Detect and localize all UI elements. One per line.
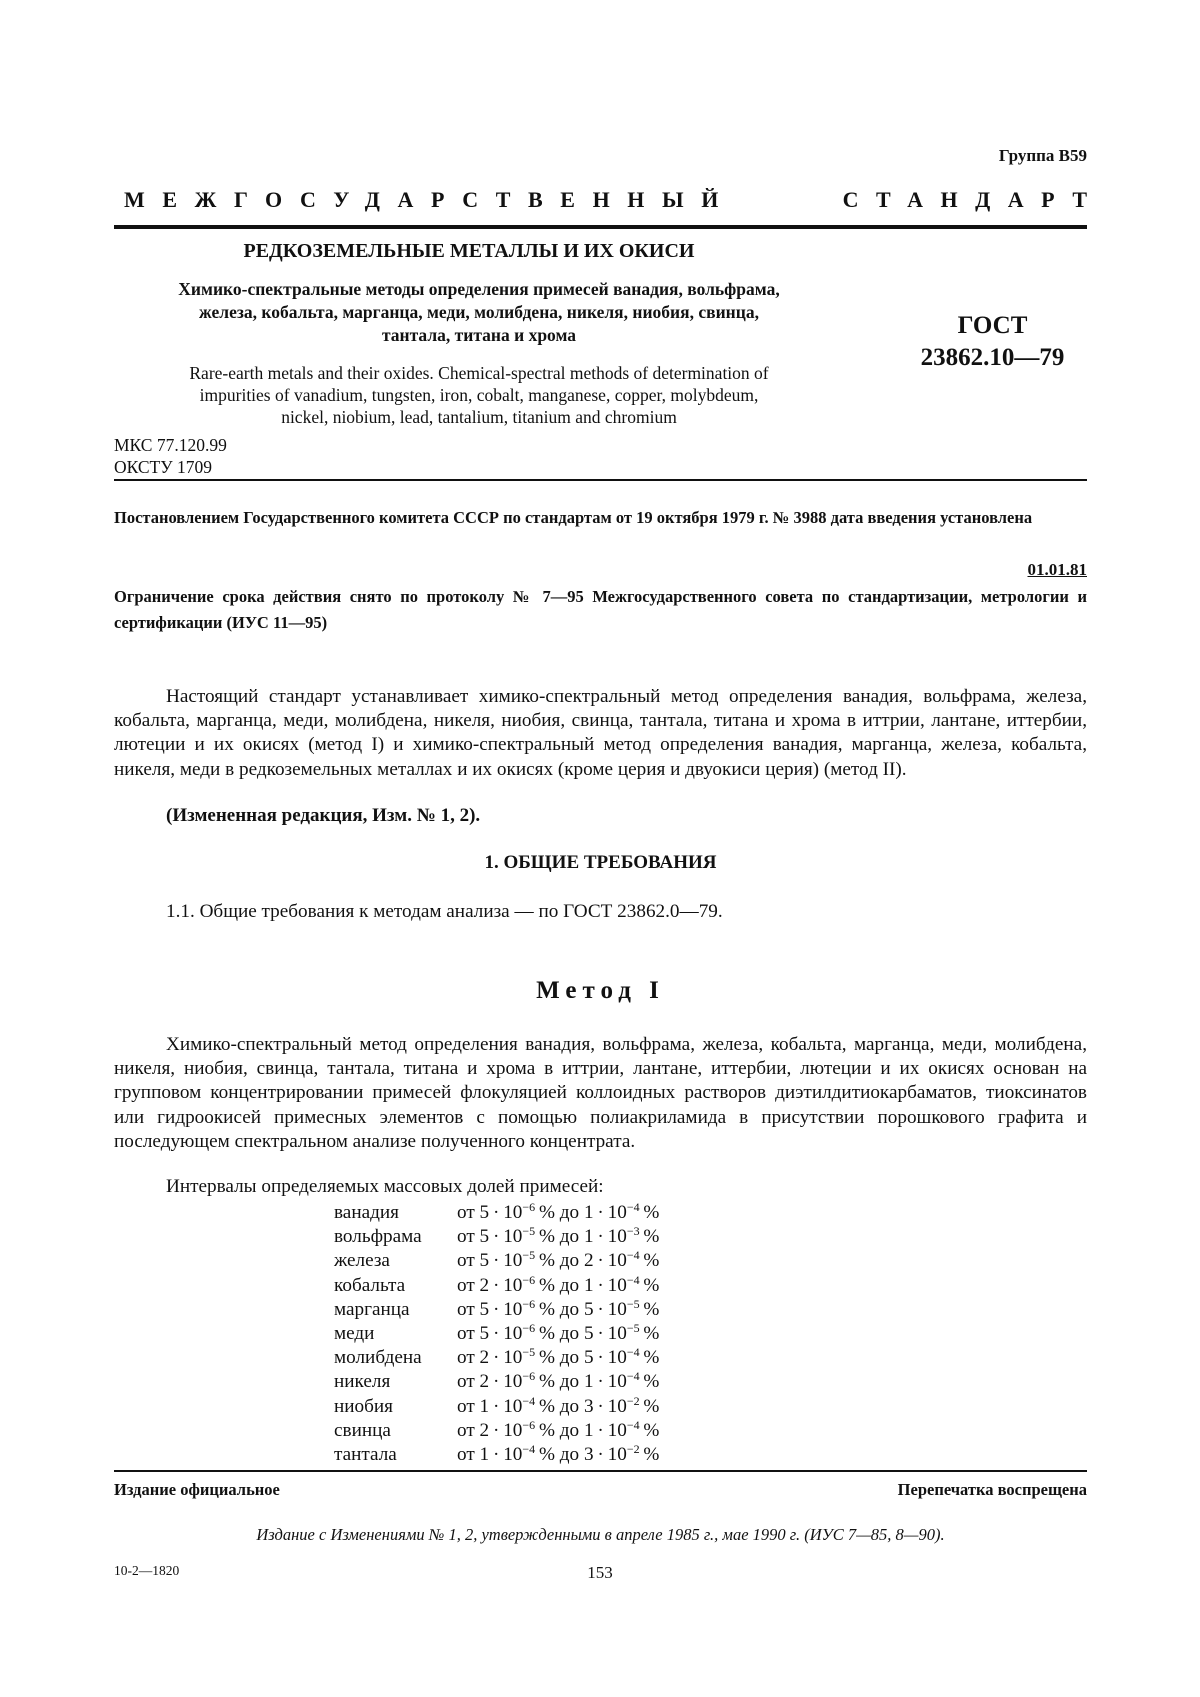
range-row bbox=[334, 1419, 659, 1443]
reprint-prohibited: Перепечатка воспрещена bbox=[897, 1480, 1087, 1499]
section-item: 1.1. Общие требования к методам анализа — по ГОСТ 23862.0—79. bbox=[166, 901, 723, 922]
range-to-exponent: −2 bbox=[626, 1442, 640, 1457]
classification-codes bbox=[114, 434, 227, 478]
edition-note: Издание с Изменениями № 1, 2, утвержденными в апреле 1985 г., мае 1990 г. (ИУС 7—85, 8—90). bbox=[256, 1525, 945, 1544]
english-title-line: impurities of vanadium, tungsten, iron, cobalt, manganese, copper, molybdeum, bbox=[199, 385, 759, 405]
intro-paragraph: Настоящий стандарт устанавливает химико-спектральный метод определения ванадия, вольфрама, железа, кобальта, марганца, меди, молибдена, никеля, ниобия, свинца, тантала, титана и хрома в иттрии, лантане, иттербии, лютеции и их окисях (метод I) и химико-спектральный метод определения ванадия, марганца, железа, кобальта, никеля, меди в редкоземельных металлах и их окисях (кроме церия и двуокиси церия) (метод II). bbox=[114, 686, 1087, 780]
range-value: от $2 \cdot 10^{-5}$ % до $5 \cdot 10^{-4}$ % bbox=[457, 1345, 660, 1369]
range-from-exponent: −5 bbox=[522, 1224, 536, 1239]
range-row bbox=[334, 1370, 659, 1394]
range-value: от $5 \cdot 10^{-6}$ % до $1 \cdot 10^{-4}$ % bbox=[457, 1200, 660, 1223]
decree-text: Постановлением Государственного комитета СССР по стандартам от 19 октября 1979 г. № 3988 дата введения установлена bbox=[114, 508, 1033, 527]
range-element: молибдена bbox=[334, 1347, 422, 1369]
footer-rule bbox=[114, 1470, 1087, 1472]
section-heading: 1. ОБЩИЕ ТРЕБОВАНИЯ bbox=[484, 852, 717, 873]
range-to-exponent: −4 bbox=[626, 1200, 640, 1214]
range-to-exponent: −4 bbox=[626, 1248, 640, 1263]
range-element: вольфрама bbox=[334, 1226, 422, 1248]
introduction-date: 01.01.81 bbox=[1027, 560, 1087, 579]
range-row bbox=[334, 1201, 659, 1225]
range-element: железа bbox=[334, 1250, 390, 1272]
range-from-exponent: −4 bbox=[522, 1442, 536, 1457]
document-title: РЕДКОЗЕМЕЛЬНЫЕ МЕТАЛЛЫ И ИХ ОКИСИ bbox=[243, 240, 695, 262]
group-code: Группа В59 bbox=[998, 146, 1087, 165]
range-element: свинца bbox=[334, 1419, 391, 1441]
gost-designation bbox=[880, 310, 1105, 374]
range-to-exponent: −4 bbox=[626, 1417, 640, 1432]
english-title bbox=[114, 362, 844, 428]
range-row bbox=[334, 1249, 659, 1273]
range-value: от $5 \cdot 10^{-6}$ % до $5 \cdot 10^{-5}$ % bbox=[457, 1296, 660, 1320]
range-element: меди bbox=[334, 1323, 375, 1345]
range-element: ванадия bbox=[334, 1202, 399, 1223]
range-to-exponent: −4 bbox=[626, 1369, 640, 1384]
range-from-exponent: −6 bbox=[522, 1296, 536, 1311]
gost-number: 23862.10—79 bbox=[920, 344, 1065, 371]
range-from-exponent: −6 bbox=[522, 1369, 536, 1384]
range-value: от $2 \cdot 10^{-6}$ % до $1 \cdot 10^{-4}$ % bbox=[457, 1417, 660, 1441]
print-code: 10-2—1820 bbox=[114, 1563, 180, 1578]
range-to-exponent: −5 bbox=[626, 1296, 640, 1311]
range-value: от $5 \cdot 10^{-6}$ % до $5 \cdot 10^{-5}$ % bbox=[457, 1321, 660, 1345]
range-element: марганца bbox=[334, 1298, 410, 1320]
amendment-note: (Измененная редакция, Изм. № 1, 2). bbox=[166, 805, 481, 826]
range-row bbox=[334, 1298, 659, 1322]
intervals-label: Интервалы определяемых массовых долей примесей: bbox=[166, 1176, 604, 1197]
range-to-exponent: −4 bbox=[626, 1345, 640, 1360]
range-to-exponent: −4 bbox=[626, 1272, 640, 1287]
title-rule bbox=[114, 479, 1087, 481]
mks-code: МКС 77.120.99 bbox=[114, 435, 227, 455]
range-from-exponent: −6 bbox=[522, 1272, 536, 1287]
range-row bbox=[334, 1346, 659, 1370]
range-from-exponent: −6 bbox=[522, 1321, 536, 1336]
range-from-exponent: −5 bbox=[522, 1248, 536, 1263]
banner-standard: СТАНДАРТ bbox=[842, 187, 1105, 212]
subtitle-line: Химико-спектральные методы определения примесей ванадия, вольфрама, bbox=[178, 279, 780, 299]
range-to-exponent: −2 bbox=[626, 1393, 640, 1408]
range-row bbox=[334, 1443, 659, 1467]
gost-label: ГОСТ bbox=[957, 312, 1028, 339]
document-subtitle bbox=[114, 278, 844, 347]
page-number: 153 bbox=[587, 1563, 613, 1582]
header-rule bbox=[114, 225, 1087, 229]
range-to-exponent: −5 bbox=[626, 1321, 640, 1336]
range-value: от $5 \cdot 10^{-5}$ % до $1 \cdot 10^{-3}$ % bbox=[457, 1224, 660, 1248]
range-from-exponent: −5 bbox=[522, 1345, 536, 1360]
official-edition: Издание официальное bbox=[114, 1480, 280, 1499]
english-title-line: nickel, niobium, lead, tantalium, titanium and chromium bbox=[281, 407, 677, 427]
subtitle-line: железа, кобальта, марганца, меди, молибдена, никеля, ниобия, свинца, bbox=[199, 302, 759, 322]
okstu-code: ОКСТУ 1709 bbox=[114, 457, 213, 477]
range-row bbox=[334, 1395, 659, 1419]
range-element: ниобия bbox=[334, 1395, 393, 1417]
range-row bbox=[334, 1274, 659, 1298]
standard-banner bbox=[124, 187, 1105, 213]
range-value: от $2 \cdot 10^{-6}$ % до $1 \cdot 10^{-4}$ % bbox=[457, 1369, 660, 1393]
range-value: от $1 \cdot 10^{-4}$ % до $3 \cdot 10^{-2}$ % bbox=[457, 1393, 660, 1417]
range-to-exponent: −3 bbox=[626, 1224, 640, 1239]
range-value: от $5 \cdot 10^{-5}$ % до $2 \cdot 10^{-4}$ % bbox=[457, 1248, 660, 1272]
range-row bbox=[334, 1322, 659, 1346]
ranges-table bbox=[334, 1201, 659, 1467]
range-from-exponent: −6 bbox=[522, 1200, 536, 1214]
range-from-exponent: −6 bbox=[522, 1417, 536, 1432]
range-element: никеля bbox=[334, 1371, 391, 1393]
method-paragraph: Химико-спектральный метод определения ванадия, вольфрама, железа, кобальта, марганца, меди, молибдена, никеля, ниобия, свинца, тантала, титана и хрома в иттрии, лантане, иттербии, лютеции и их окисях основан на групповом концентрировании примесей флокуляцией коллоидных растворов диэтилдитиокарбаматов, тиоксинатов или гидроокисей примесных элементов с помощью полиакриламида в присутствии порошкового графита и последующем спектральном анализе полученного концентрата. bbox=[114, 1034, 1087, 1152]
range-row bbox=[334, 1225, 659, 1249]
range-value: от $1 \cdot 10^{-4}$ % до $3 \cdot 10^{-2}$ % bbox=[457, 1442, 660, 1466]
range-from-exponent: −4 bbox=[522, 1393, 536, 1408]
range-element: кобальта bbox=[334, 1274, 406, 1296]
banner-interstate: МЕЖГОСУДАРСТВЕННЫЙ bbox=[124, 187, 736, 212]
method-heading: Метод I bbox=[536, 977, 665, 1004]
range-element: тантала bbox=[334, 1444, 397, 1466]
english-title-line: Rare-earth metals and their oxides. Chemical-spectral methods of determination of bbox=[189, 363, 769, 383]
subtitle-line: тантала, титана и хрома bbox=[381, 325, 577, 345]
range-value: от $2 \cdot 10^{-6}$ % до $1 \cdot 10^{-4}$ % bbox=[457, 1272, 660, 1296]
limitation-text: Ограничение срока действия снято по протоколу № 7—95 Межгосударственного совета по стандартизации, метрологии и сертификации (ИУС 11—95) bbox=[114, 587, 1087, 632]
